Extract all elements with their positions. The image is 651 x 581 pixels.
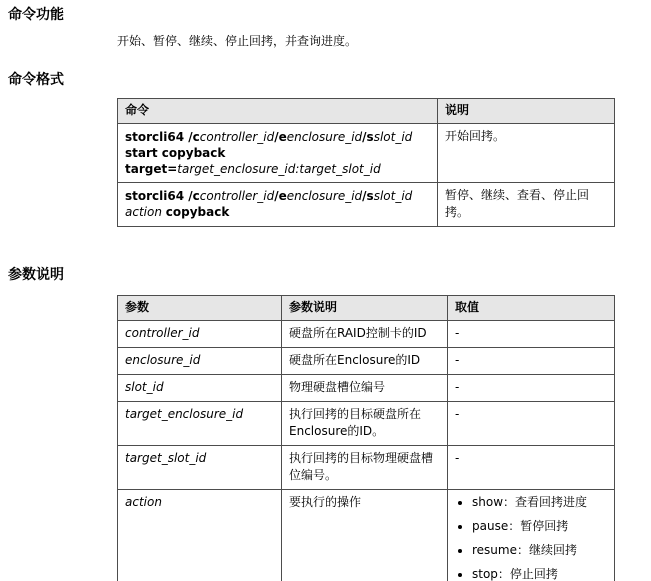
param-value-cell: - [448,375,615,402]
param-value-cell: - [448,321,615,348]
table-row-start-copyback [118,124,615,183]
param-value-cell [448,490,615,581]
table-row-action-copyback [118,183,615,227]
command-table-header-row [118,99,615,124]
param-name-cell: action [118,490,282,581]
table-row-controller-id [118,321,615,348]
list-item: • pause：暂停回拷 [472,518,607,535]
list-item: • show：查看回拷进度 [472,494,607,511]
column-header-param: 参数 [118,296,282,321]
table-row-slot-id [118,375,615,402]
param-description-cell: 要执行的操作 [282,490,448,581]
table-row-action [118,490,615,581]
param-table-header-row [118,296,615,321]
section-heading-parameters: 参数说明 [8,267,64,283]
parameter-table [117,295,615,581]
param-description-cell: 执行回拷的目标物理硬盘槽位编号。 [282,446,448,490]
param-description-cell: 物理硬盘槽位编号 [282,375,448,402]
param-value-cell: - [448,402,615,446]
section-heading-command-function: 命令功能 [8,7,64,23]
column-header-param-description: 参数说明 [282,296,448,321]
param-value-cell: - [448,348,615,375]
section-heading-command-format: 命令格式 [8,72,64,88]
param-name-cell: target_enclosure_id [118,402,282,446]
action-value-list [455,494,607,581]
command-syntax-cell: storcli64 /ccontroller_id/eenclosure_id/sslot_id start copyback target=target_enclosure_id:target_slot_id [118,124,438,183]
table-row-enclosure-id [118,348,615,375]
param-value-cell: - [448,446,615,490]
param-description-cell: 硬盘所在RAID控制卡的ID [282,321,448,348]
command-format-table [117,98,615,227]
param-description-cell: 执行回拷的目标硬盘所在Enclosure的ID。 [282,402,448,446]
column-header-command: 命令 [118,99,438,124]
column-header-description: 说明 [438,99,615,124]
list-item: • resume：继续回拷 [472,542,607,559]
param-description-cell: 硬盘所在Enclosure的ID [282,348,448,375]
list-item: • stop：停止回拷 [472,566,607,581]
command-function-text: 开始、暂停、继续、停止回拷，并查询进度。 [117,34,358,48]
table-row-target-slot-id [118,446,615,490]
param-name-cell: controller_id [118,321,282,348]
command-description-cell: 开始回拷。 [438,124,615,183]
param-name-cell: enclosure_id [118,348,282,375]
param-name-cell: target_slot_id [118,446,282,490]
param-name-cell: slot_id [118,375,282,402]
command-description-cell: 暂停、继续、查看、停止回拷。 [438,183,615,227]
command-syntax-cell: storcli64 /ccontroller_id/eenclosure_id/sslot_id action copyback [118,183,438,227]
column-header-value: 取值 [448,296,615,321]
table-row-target-enclosure-id [118,402,615,446]
